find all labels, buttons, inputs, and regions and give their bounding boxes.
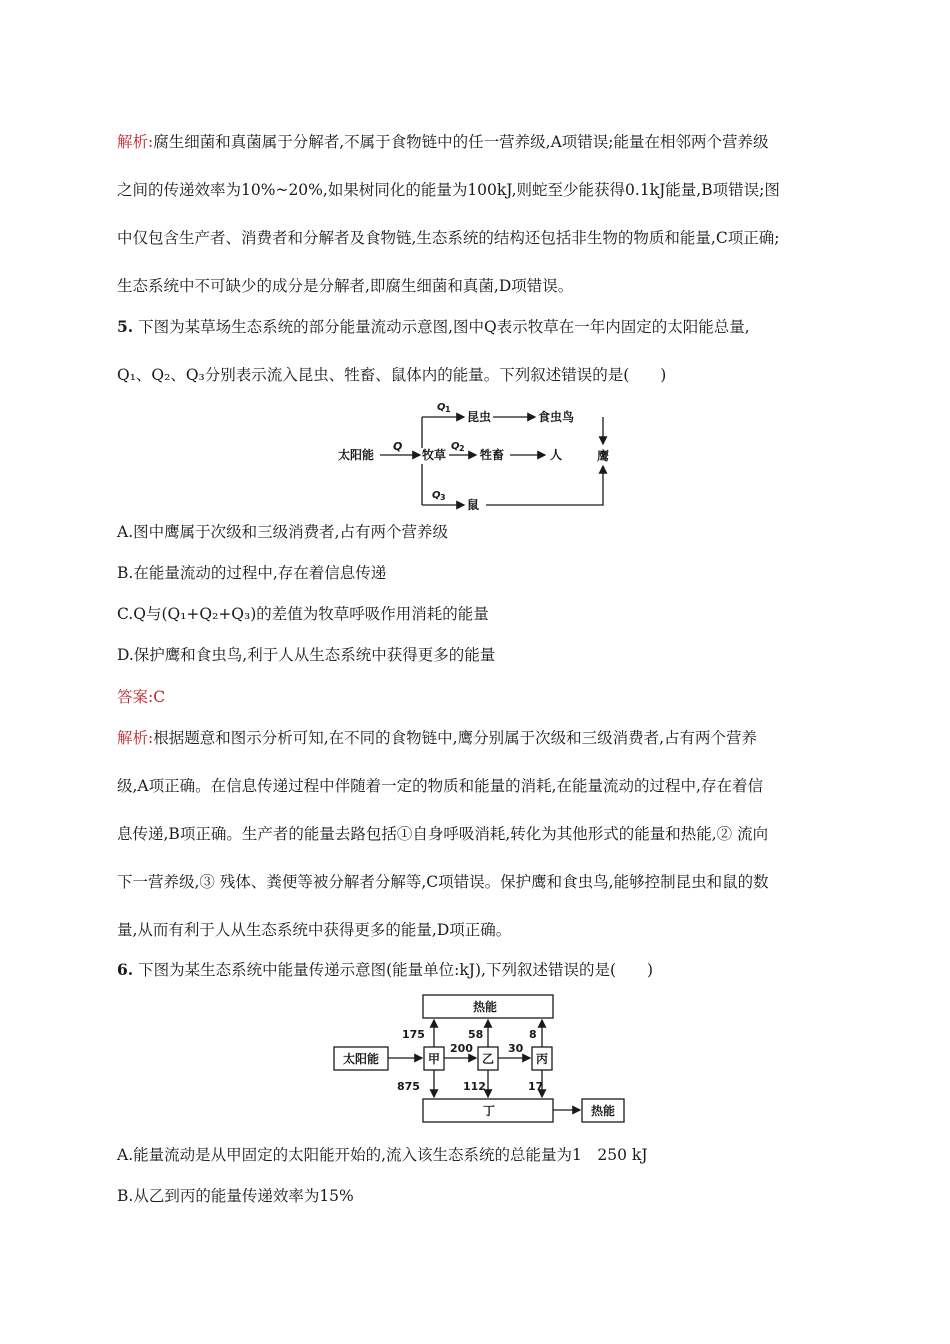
- label-ding: 丁: [483, 1104, 496, 1118]
- question-number: 6.: [117, 960, 134, 979]
- q4-analysis-line-2: 之间的传递效率为10%~20%,如果树同化的能量为100kJ,则蛇至少能获得0.1kJ能量,B项错误;图: [117, 181, 780, 199]
- node-human: 人: [550, 448, 563, 462]
- node-sun: 太阳能: [338, 448, 375, 462]
- q5-stem-line-2: Q₁、Q₂、Q₃分别表示流入昆虫、牲畜、鼠体内的能量。下列叙述错误的是( ): [117, 366, 667, 384]
- analysis-label: 解析:: [117, 133, 154, 151]
- label-sun: 太阳能: [343, 1052, 380, 1066]
- q4-analysis-line-3: 中仅包含生产者、消费者和分解者及食物链,生态系统的结构还包括非生物的物质和能量,C项正确;: [117, 229, 780, 247]
- q5-analysis-line-5: 量,从而有利于人从生态系统中获得更多的能量,D项正确。: [117, 921, 512, 939]
- value-yi-heat: 58: [468, 1028, 484, 1041]
- question-number: 5.: [117, 317, 134, 336]
- q5-option-d: D.保护鹰和食虫鸟,利于人从生态系统中获得更多的能量: [117, 646, 496, 664]
- q5-energy-flow-diagram: [330, 392, 630, 517]
- q6-option-b: B.从乙到丙的能量传递效率为15%: [117, 1187, 354, 1205]
- value-jia-yi: 200: [450, 1042, 473, 1055]
- label-q1-sub: 1: [445, 405, 451, 414]
- q6-option-a: A.能量流动是从甲固定的太阳能开始的,流入该生态系统的总能量为1 250 kJ: [117, 1146, 648, 1164]
- value-jia-heat: 175: [402, 1028, 425, 1041]
- q5-stem-line-1: 5. 下图为某草场生态系统的部分能量流动示意图,图中Q表示牧草在一年内固定的太阳能总量,: [117, 317, 750, 336]
- label-q3: Q: [432, 490, 441, 501]
- label-q3-sub: 3: [440, 493, 446, 502]
- node-eagle: 鹰: [597, 449, 610, 463]
- label-yi: 乙: [482, 1052, 495, 1066]
- label-heat-top: 热能: [473, 1000, 498, 1014]
- q5-option-c: C.Q与(Q₁+Q₂+Q₃)的差值为牧草呼吸作用消耗的能量: [117, 605, 489, 623]
- q5-analysis-line-3: 息传递,B项正确。生产者的能量去路包括①自身呼吸消耗,转化为其他形式的能量和热能,② 流向: [117, 825, 769, 843]
- value-bing-ding: 17: [528, 1080, 544, 1093]
- label-q2: Q: [451, 441, 460, 452]
- label-q: Q: [393, 440, 403, 453]
- q6-energy-transfer-diagram: [330, 992, 630, 1127]
- label-q1: Q: [437, 402, 446, 413]
- node-mouse: 鼠: [467, 498, 480, 512]
- q4-analysis-line-4: 生态系统中不可缺少的成分是分解者,即腐生细菌和真菌,D项错误。: [117, 277, 574, 295]
- label-jia: 甲: [428, 1052, 441, 1066]
- q6-stem: 6. 下图为某生态系统中能量传递示意图(能量单位:kJ),下列叙述错误的是( ): [117, 960, 654, 979]
- label-bing: 丙: [536, 1052, 549, 1066]
- q5-option-a: A.图中鹰属于次级和三级消费者,占有两个营养级: [117, 523, 449, 541]
- node-bird: 食虫鸟: [538, 410, 575, 424]
- arrow-mouse-eagle: [486, 466, 603, 505]
- value-yi-bing: 30: [508, 1042, 524, 1055]
- label-q2-sub: 2: [459, 444, 465, 453]
- value-bing-heat: 8: [529, 1028, 537, 1041]
- q5-analysis-line-2: 级,A项正确。在信息传递过程中伴随着一定的物质和能量的消耗,在能量流动的过程中,存在着信: [117, 777, 763, 795]
- analysis-label: 解析:: [117, 729, 154, 747]
- label-heat-right: 热能: [591, 1104, 616, 1118]
- q4-analysis-line-1: 解析:腐生细菌和真菌属于分解者,不属于食物链中的任一营养级,A项错误;能量在相邻两个营养级: [117, 133, 769, 151]
- q5-analysis-line-4: 下一营养级,③ 残体、粪便等被分解者分解等,C项错误。保护鹰和食虫鸟,能够控制昆虫和鼠的数: [117, 873, 769, 891]
- value-jia-ding: 875: [397, 1080, 420, 1093]
- node-grass: 牧草: [422, 448, 447, 462]
- q5-option-b: B.在能量流动的过程中,存在着信息传递: [117, 564, 387, 582]
- node-livestock: 牲畜: [480, 448, 505, 462]
- value-yi-ding: 112: [463, 1080, 486, 1093]
- node-insect: 昆虫: [467, 410, 492, 424]
- q5-analysis-line-1: 解析:根据题意和图示分析可知,在不同的食物链中,鹰分别属于次级和三级消费者,占有两个营养: [117, 729, 758, 747]
- q5-answer: 答案:C: [117, 688, 166, 706]
